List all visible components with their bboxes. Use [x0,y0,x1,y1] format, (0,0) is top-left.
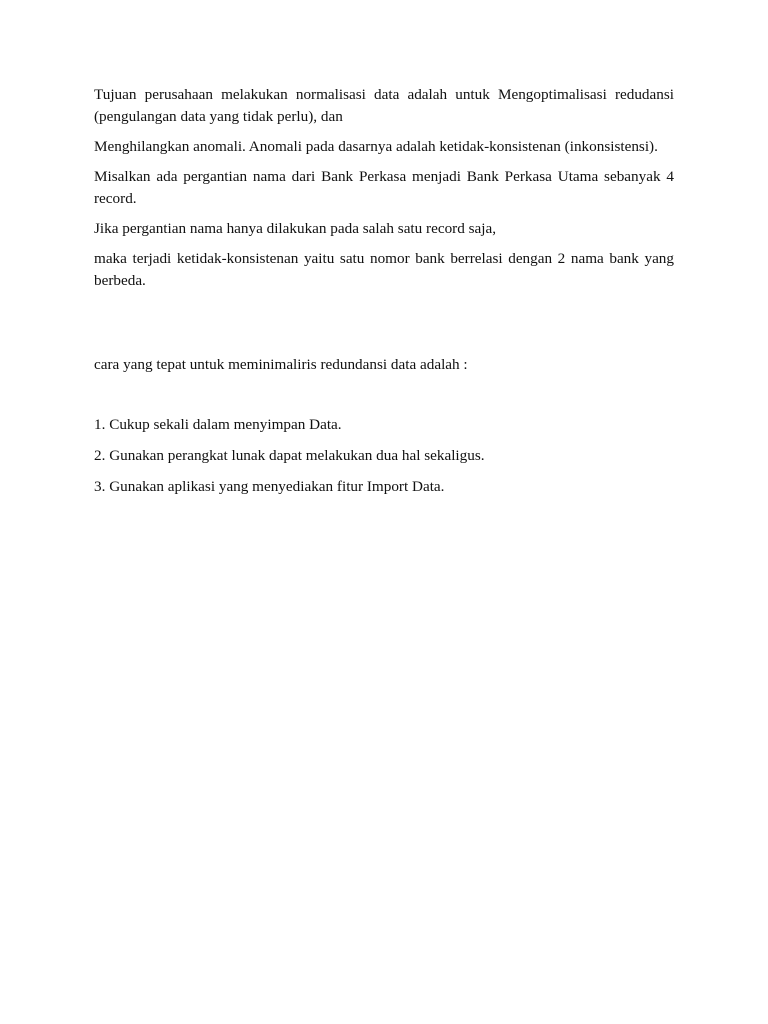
spacer [94,384,674,414]
paragraph-inconsistency: maka terjadi ketidak-konsistenan yaitu satu nomor bank berrelasi dengan 2 nama bank yang berbeda. [94,250,674,289]
paragraph-normalization-purpose: Tujuan perusahaan melakukan normalisasi data adalah untuk Mengoptimalisasi redudansi (pengulangan data yang tidak perlu), dan [94,86,674,125]
list-item: 1. Cukup sekali dalam menyimpan Data. [94,416,342,433]
paragraph-bank-example: Misalkan ada pergantian nama dari Bank Perkasa menjadi Bank Perkasa Utama sebanyak 4 record. [94,168,674,207]
paragraph-intro: cara yang tepat untuk meminimaliris redundansi data adalah : [94,356,468,373]
list-item: 3. Gunakan aplikasi yang menyediakan fitur Import Data. [94,478,445,495]
spacer [94,300,674,354]
paragraph-single-record: Jika pergantian nama hanya dilakukan pada salah satu record saja, [94,220,497,237]
list-item: 2. Gunakan perangkat lunak dapat melakukan dua hal sekaligus. [94,447,485,464]
paragraph-anomaly: Menghilangkan anomali. Anomali pada dasarnya adalah ketidak-konsistenan (inkonsistensi). [94,138,658,155]
document-body [94,84,674,507]
